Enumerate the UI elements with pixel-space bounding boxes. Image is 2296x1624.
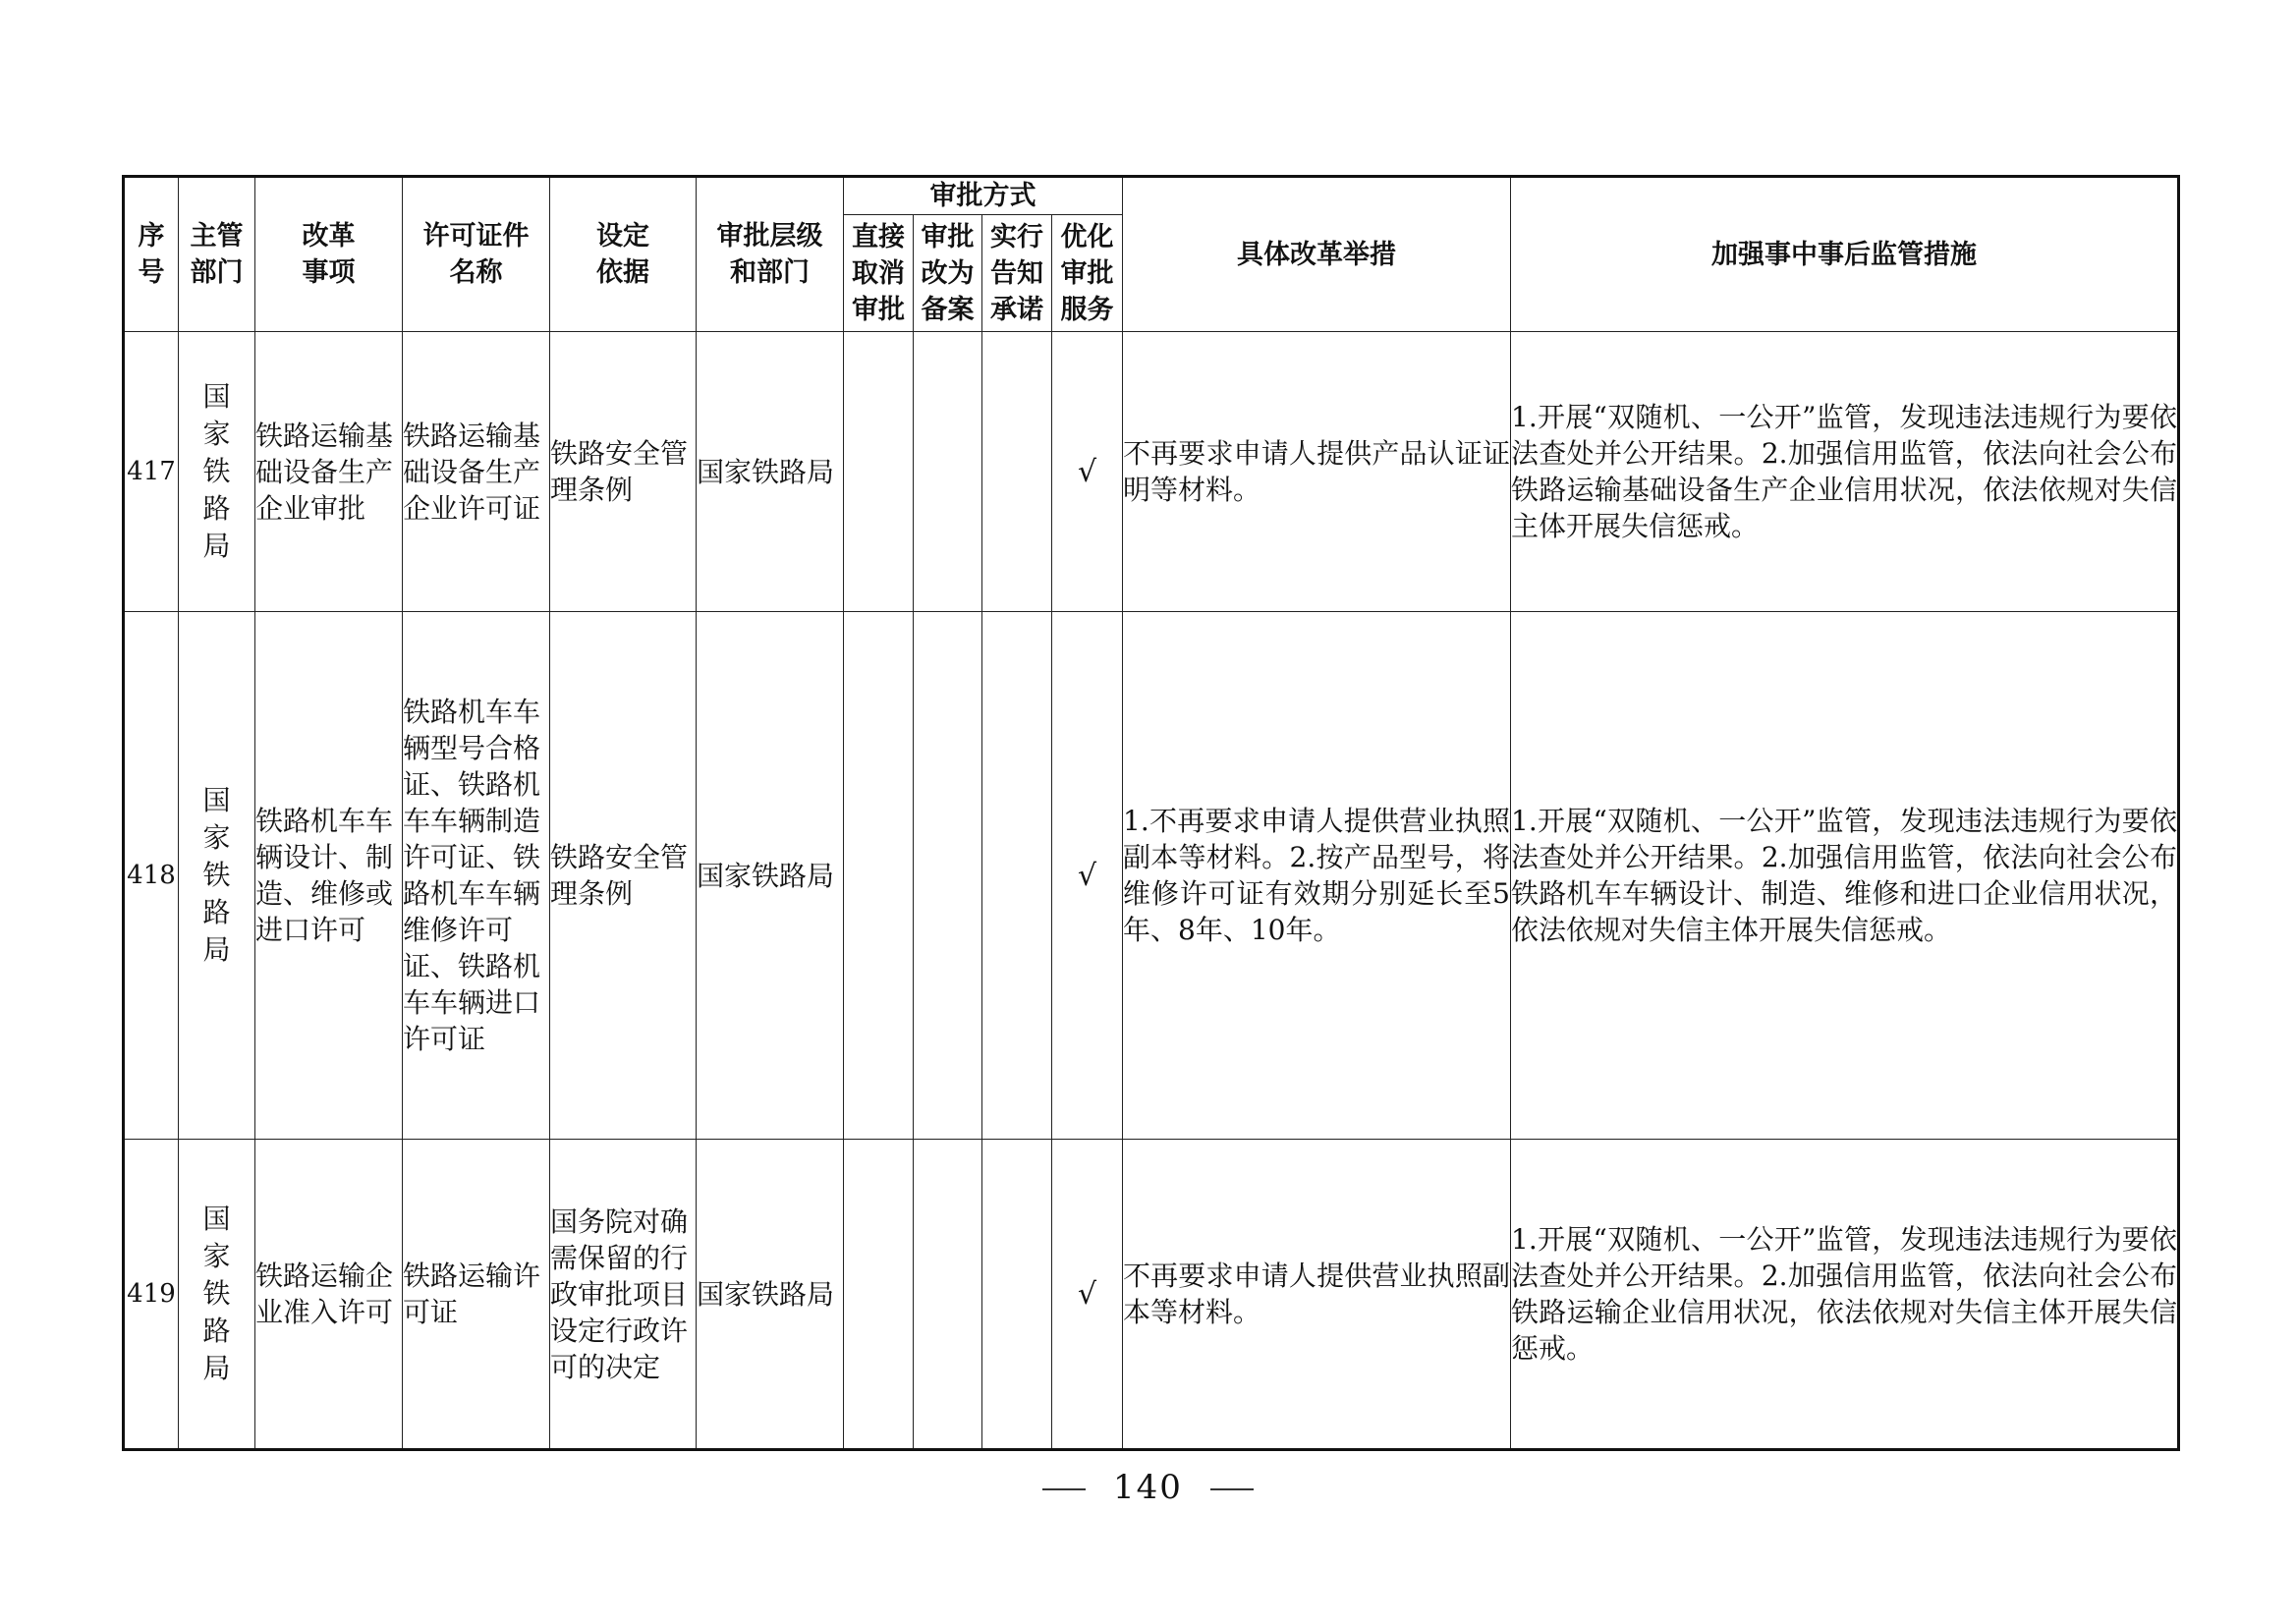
page-number [0, 1468, 2296, 1507]
header-basis: 设定 依据 [550, 177, 697, 332]
cell-measures: 1.不再要求申请人提供营业执照副本等材料。2.按产品型号，将维修许可证有效期分别延长至5年、8年、10年。 [1123, 612, 1511, 1140]
cell-basis: 铁路安全管理条例 [550, 332, 697, 612]
page-number-dash-left [1042, 1488, 1086, 1490]
cell-license: 铁路机车车辆型号合格证、铁路机车车辆制造许可证、铁路机车车辆维修许可证、铁路机车车辆进口许可证 [403, 612, 550, 1140]
cell-measures: 不再要求申请人提供产品认证证明等材料。 [1123, 332, 1511, 612]
cell-dept: 国 家 铁 路 局 [179, 612, 255, 1140]
cell-level: 国家铁路局 [697, 332, 844, 612]
page-number-text: 140 [1113, 1468, 1183, 1507]
cell-method-cancel [844, 612, 914, 1140]
header-supervision: 加强事中事后监管措施 [1511, 177, 2179, 332]
cell-license: 铁路运输许可证 [403, 1140, 550, 1450]
cell-basis: 国务院对确需保留的行政审批项目设定行政许可的决定 [550, 1140, 697, 1450]
cell-level: 国家铁路局 [697, 1140, 844, 1450]
reform-table [122, 175, 2180, 1451]
cell-item: 铁路机车车辆设计、制造、维修或进口许可 [255, 612, 403, 1140]
header-level: 审批层级 和部门 [697, 177, 844, 332]
cell-method-notify [982, 332, 1052, 612]
page-number-dash-right [1210, 1488, 1254, 1490]
table-row [124, 612, 2179, 1140]
cell-measures: 不再要求申请人提供营业执照副本等材料。 [1123, 1140, 1511, 1450]
cell-dept: 国 家 铁 路 局 [179, 332, 255, 612]
header-dept: 主管 部门 [179, 177, 255, 332]
cell-item: 铁路运输基础设备生产企业审批 [255, 332, 403, 612]
cell-method-optimize: √ [1052, 612, 1123, 1140]
cell-seq: 418 [124, 612, 179, 1140]
cell-method-record [914, 612, 982, 1140]
cell-method-optimize: √ [1052, 332, 1123, 612]
header-method-record: 审批 改为 备案 [914, 215, 982, 332]
table-row [124, 332, 2179, 612]
cell-method-optimize: √ [1052, 1140, 1123, 1450]
header-method-cancel: 直接 取消 审批 [844, 215, 914, 332]
header-method-notify: 实行 告知 承诺 [982, 215, 1052, 332]
cell-supervision: 1.开展“双随机、一公开”监管，发现违法违规行为要依法查处并公开结果。2.加强信用监管，依法向社会公布铁路机车车辆设计、制造、维修和进口企业信用状况，依法依规对失信主体开展失信惩戒。 [1511, 612, 2179, 1140]
header-measures: 具体改革举措 [1123, 177, 1511, 332]
cell-license: 铁路运输基础设备生产企业许可证 [403, 332, 550, 612]
cell-basis: 铁路安全管理条例 [550, 612, 697, 1140]
cell-seq: 419 [124, 1140, 179, 1450]
cell-method-record [914, 332, 982, 612]
header-method-optimize: 优化 审批 服务 [1052, 215, 1123, 332]
cell-method-cancel [844, 1140, 914, 1450]
cell-supervision: 1.开展“双随机、一公开”监管，发现违法违规行为要依法查处并公开结果。2.加强信用监管，依法向社会公布铁路运输基础设备生产企业信用状况，依法依规对失信主体开展失信惩戒。 [1511, 332, 2179, 612]
cell-dept: 国 家 铁 路 局 [179, 1140, 255, 1450]
cell-method-cancel [844, 332, 914, 612]
cell-method-notify [982, 1140, 1052, 1450]
header-method-group: 审批方式 [844, 177, 1123, 215]
cell-method-record [914, 1140, 982, 1450]
header-seq: 序 号 [124, 177, 179, 332]
cell-seq: 417 [124, 332, 179, 612]
header-item: 改革 事项 [255, 177, 403, 332]
header-license: 许可证件 名称 [403, 177, 550, 332]
cell-supervision: 1.开展“双随机、一公开”监管，发现违法违规行为要依法查处并公开结果。2.加强信用监管，依法向社会公布铁路运输企业信用状况，依法依规对失信主体开展失信惩戒。 [1511, 1140, 2179, 1450]
cell-method-notify [982, 612, 1052, 1140]
cell-item: 铁路运输企业准入许可 [255, 1140, 403, 1450]
table-header [124, 177, 2179, 332]
table-row [124, 1140, 2179, 1450]
cell-level: 国家铁路局 [697, 612, 844, 1140]
